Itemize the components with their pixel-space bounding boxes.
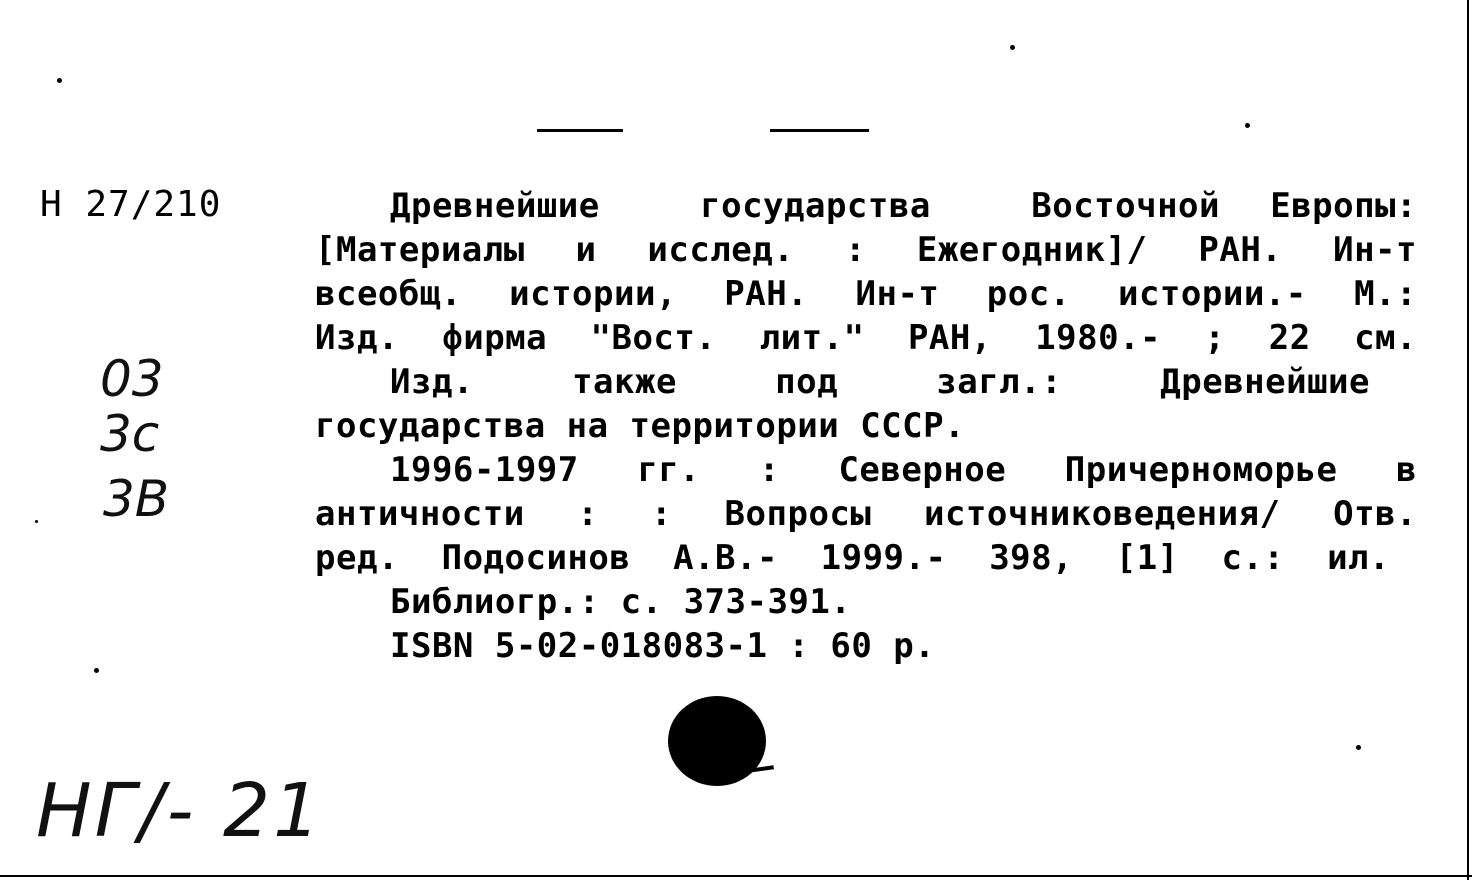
handwritten-mark-3: 3B bbox=[103, 470, 170, 528]
speck bbox=[94, 668, 99, 673]
card-edge-right bbox=[1467, 0, 1469, 880]
entry-line-6: государства на территории СССР. bbox=[315, 406, 966, 446]
card-edge-bottom bbox=[0, 875, 1472, 877]
speck bbox=[1010, 45, 1015, 50]
entry-line-5: Изд. также под загл.: Древнейшие bbox=[390, 362, 1370, 402]
entry-line-10: Библиогр.: с. 373-391. bbox=[390, 582, 852, 622]
handwritten-bottom-code: НГ/- 21 bbox=[36, 768, 324, 854]
entry-line-3: всеобщ. истории, РАН. Ин-т рос. истории.- М.: bbox=[315, 274, 1417, 314]
handwritten-mark-1: 03 bbox=[100, 350, 164, 408]
speck bbox=[57, 78, 62, 83]
entry-line-7: 1996-1997 гг. : Северное Причерноморье в bbox=[390, 450, 1417, 490]
entry-line-4: Изд. фирма "Вост. лит." РАН, 1980.- ; 22 см. bbox=[315, 318, 1417, 358]
entry-line-2: [Материалы и исслед. : Ежегодник]/ РАН. Ин-т bbox=[315, 230, 1417, 270]
shelfmark: Н 27/210 bbox=[40, 184, 222, 225]
entry-line-1: Древнейшие государства Восточной Европы: bbox=[390, 186, 1417, 226]
speck bbox=[35, 520, 38, 523]
entry-line-8: античности : : Вопросы источниковедения/ Отв. bbox=[315, 494, 1417, 534]
header-rule-right bbox=[770, 129, 869, 132]
entry-line-9: ред. Подосинов А.В.- 1999.- 398, [1] с.: ил. bbox=[315, 538, 1390, 578]
speck bbox=[1356, 745, 1361, 750]
header-rule-left bbox=[537, 129, 623, 132]
handwritten-mark-2: 3c bbox=[100, 405, 160, 463]
entry-line-11: ISBN 5-02-018083-1 : 60 р. bbox=[390, 626, 936, 666]
speck bbox=[1245, 123, 1250, 128]
